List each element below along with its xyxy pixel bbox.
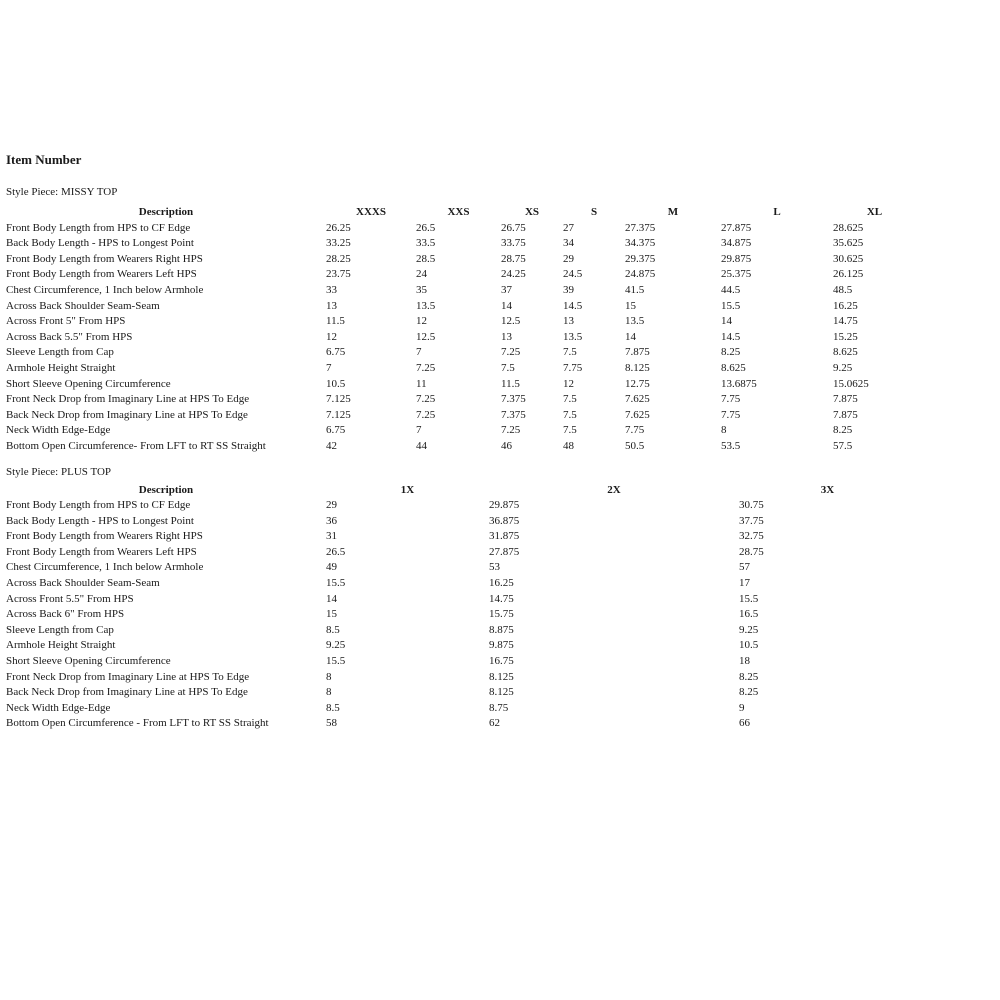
measurement-value: 8.5 [326,701,340,714]
measurement-value: 50.5 [625,439,645,452]
measurement-value: 53.5 [721,439,741,452]
measurement-label: Front Body Length from Wearers Left HPS [6,268,197,281]
measurement-value: 7.75 [721,393,741,406]
measurement-value: 34 [563,237,574,250]
measurement-label: Bottom Open Circumference - From LFT to RT SS Straight [6,717,269,730]
measurement-value: 7 [326,361,332,374]
measurement-value: 14.75 [489,592,514,605]
measurement-value: 49 [326,561,337,574]
measurement-label: Back Body Length - HPS to Longest Point [6,514,194,527]
measurement-value: 6.75 [326,346,346,359]
measurement-value: 16.75 [489,655,514,668]
measurement-value: 15.5 [326,577,346,590]
measurement-value: 8.875 [489,623,514,636]
measurement-value: 15.25 [833,330,858,343]
measurement-value: 15 [326,608,337,621]
measurement-value: 7 [416,424,422,437]
measurement-value: 7.25 [501,346,521,359]
measurement-value: 8.125 [489,670,514,683]
measurement-label: Chest Circumference, 1 Inch below Armhole [6,283,204,296]
measurement-value: 10.5 [739,639,759,652]
measurement-label: Armhole Height Straight [6,639,116,652]
measurement-value: 8.25 [739,686,759,699]
table-row [6,236,916,252]
measurement-label: Armhole Height Straight [6,361,116,374]
measurement-value: 8 [326,670,332,683]
measurement-value: 7.625 [625,408,650,421]
measurement-value: 8.25 [739,670,759,683]
measurement-value: 30.625 [833,252,864,265]
table-row [6,654,916,670]
measurement-value: 27.875 [721,221,752,234]
measurement-value: 27.375 [625,221,656,234]
table-row [6,529,916,545]
measurement-value: 57.5 [833,439,853,452]
measurement-label: Short Sleeve Opening Circumference [6,377,171,390]
plus-size-table [6,483,916,733]
size-header: 3X [820,483,835,496]
measurement-value: 18 [739,655,750,668]
measurement-value: 44.5 [721,283,741,296]
measurement-label: Short Sleeve Opening Circumference [6,655,171,668]
plus-header-row [6,483,916,499]
measurement-value: 15.75 [489,608,514,621]
missy-style-piece: Style Piece: MISSY TOP [6,186,118,198]
table-row [6,638,916,654]
measurement-value: 14 [326,592,337,605]
measurement-label: Neck Width Edge-Edge [6,424,111,437]
description-header: Description [138,206,194,218]
measurement-label: Across Back Shoulder Seam-Seam [6,577,160,590]
measurement-value: 8.5 [326,623,340,636]
measurement-value: 66 [739,717,750,730]
measurement-value: 27 [563,221,574,234]
measurement-value: 8.625 [721,361,746,374]
measurement-value: 14 [501,299,512,312]
measurement-value: 7.5 [563,424,577,437]
item-number-heading: Item Number [6,152,82,167]
measurement-value: 7.125 [326,393,351,406]
measurement-value: 48 [563,439,574,452]
measurement-value: 46 [501,439,512,452]
measurement-value: 8.125 [625,361,650,374]
measurement-value: 8 [721,424,727,437]
measurement-value: 37.75 [739,514,764,527]
table-row [6,576,916,592]
measurement-value: 8.75 [489,701,509,714]
measurement-value: 35.625 [833,237,864,250]
size-header: S [590,206,598,218]
table-row [6,345,916,361]
measurement-label: Front Neck Drop from Imaginary Line at HPS To Edge [6,670,250,683]
measurement-value: 27.875 [489,545,520,558]
measurement-value: 13.5 [625,315,645,328]
measurement-value: 7.25 [501,424,521,437]
measurement-value: 7.25 [416,408,436,421]
measurement-value: 26.75 [501,221,526,234]
measurement-value: 31 [326,530,337,543]
size-header: 2X [607,483,621,496]
measurement-value: 24 [416,268,427,281]
measurement-value: 7.75 [625,424,645,437]
table-row [6,685,916,701]
measurement-value: 39 [563,283,574,296]
measurement-value: 26.25 [326,221,351,234]
measurement-label: Across Back Shoulder Seam-Seam [6,299,160,312]
table-row [6,252,916,268]
table-row [6,377,916,393]
measurement-value: 34.875 [721,237,752,250]
measurement-value: 48.5 [833,283,853,296]
measurement-label: Sleeve Length from Cap [6,623,114,636]
measurement-value: 7.75 [563,361,583,374]
measurement-value: 8 [326,686,332,699]
measurement-value: 12 [563,377,574,390]
measurement-value: 6.75 [326,424,346,437]
measurement-value: 7.375 [501,408,526,421]
measurement-value: 9.25 [739,623,759,636]
size-header: XXXS [356,206,386,218]
spec-sheet [6,150,996,732]
measurement-value: 28.25 [326,252,351,265]
measurement-value: 33.25 [326,237,351,250]
measurement-value: 12.5 [416,330,436,343]
measurement-value: 57 [739,561,750,574]
measurement-value: 7.125 [326,408,351,421]
table-row [6,592,916,608]
plus-table-body [6,498,916,732]
size-header: M [667,206,679,218]
measurement-value: 13 [501,330,512,343]
measurement-value: 31.875 [489,530,520,543]
measurement-label: Back Neck Drop from Imaginary Line at HPS To Edge [6,686,248,699]
measurement-value: 15 [625,299,636,312]
measurement-value: 16.5 [739,608,759,621]
measurement-value: 9.25 [326,639,346,652]
description-header: Description [138,483,194,496]
table-row [6,514,916,530]
measurement-value: 14 [625,330,636,343]
measurement-value: 9.875 [489,639,514,652]
missy-header-row [6,205,916,221]
measurement-label: Chest Circumference, 1 Inch below Armhole [6,561,204,574]
size-header: 1X [400,483,415,496]
measurement-value: 11 [416,377,427,390]
measurement-value: 15.5 [739,592,759,605]
measurement-label: Across Front 5" From HPS [6,315,126,328]
measurement-label: Front Body Length from Wearers Right HPS [6,252,203,265]
measurement-label: Neck Width Edge-Edge [6,701,111,714]
measurement-value: 7.875 [833,408,858,421]
measurement-value: 29.875 [489,499,520,512]
measurement-value: 8.25 [833,424,853,437]
missy-table-body [6,221,916,455]
measurement-value: 9.25 [833,361,853,374]
measurement-value: 58 [326,717,337,730]
measurement-value: 9 [739,701,745,714]
measurement-label: Across Back 6" From HPS [6,608,125,621]
size-header: XXS [447,206,470,218]
table-row [6,283,916,299]
table-row [6,545,916,561]
measurement-value: 14 [721,315,732,328]
measurement-value: 29 [326,499,337,512]
measurement-value: 13.5 [416,299,436,312]
measurement-value: 12 [326,330,337,343]
measurement-value: 36 [326,514,337,527]
measurement-value: 12.75 [625,377,650,390]
measurement-value: 24.25 [501,268,526,281]
measurement-value: 29.875 [721,252,752,265]
measurement-value: 7.25 [416,361,436,374]
measurement-value: 16.25 [489,577,514,590]
measurement-value: 7.25 [416,393,436,406]
measurement-value: 14.5 [563,299,583,312]
measurement-value: 16.25 [833,299,858,312]
measurement-value: 7.75 [721,408,741,421]
measurement-value: 30.75 [739,499,764,512]
measurement-value: 62 [489,717,500,730]
table-row [6,221,916,237]
measurement-value: 7 [416,346,422,359]
measurement-value: 29 [563,252,574,265]
measurement-value: 12 [416,315,427,328]
measurement-label: Across Back 5.5" From HPS [6,330,133,343]
table-row [6,701,916,717]
measurement-value: 37 [501,283,512,296]
measurement-value: 28.75 [739,545,764,558]
measurement-value: 10.5 [326,377,346,390]
measurement-value: 28.75 [501,252,526,265]
measurement-value: 7.375 [501,393,526,406]
measurement-value: 53 [489,561,500,574]
measurement-value: 13 [326,299,337,312]
table-row [6,439,916,455]
table-row [6,623,916,639]
measurement-label: Across Front 5.5" From HPS [6,592,134,605]
measurement-value: 15.0625 [833,377,869,390]
measurement-value: 26.125 [833,268,864,281]
measurement-label: Front Body Length from Wearers Left HPS [6,545,197,558]
measurement-value: 15.5 [721,299,741,312]
table-row [6,423,916,439]
measurement-value: 44 [416,439,427,452]
measurement-value: 12.5 [501,315,521,328]
measurement-value: 35 [416,283,427,296]
measurement-value: 42 [326,439,337,452]
measurement-label: Front Body Length from HPS to CF Edge [6,221,191,234]
measurement-value: 25.375 [721,268,752,281]
measurement-value: 13 [563,315,574,328]
measurement-label: Sleeve Length from Cap [6,346,114,359]
measurement-value: 29.375 [625,252,656,265]
missy-size-table [6,205,916,455]
measurement-value: 13.6875 [721,377,757,390]
size-header: XS [524,206,540,218]
measurement-value: 13.5 [563,330,583,343]
measurement-value: 33.5 [416,237,436,250]
table-row [6,361,916,377]
table-row [6,330,916,346]
measurement-value: 26.5 [416,221,436,234]
table-row [6,392,916,408]
measurement-value: 33 [326,283,337,296]
table-row [6,267,916,283]
measurement-value: 7.5 [501,361,515,374]
measurement-value: 8.125 [489,686,514,699]
measurement-label: Front Body Length from Wearers Right HPS [6,530,203,543]
measurement-value: 14.5 [721,330,741,343]
measurement-value: 7.625 [625,393,650,406]
measurement-value: 24.875 [625,268,656,281]
measurement-value: 33.75 [501,237,526,250]
measurement-value: 7.5 [563,393,577,406]
measurement-value: 26.5 [326,545,346,558]
measurement-value: 23.75 [326,268,351,281]
measurement-value: 8.25 [721,346,741,359]
measurement-value: 28.5 [416,252,436,265]
measurement-value: 15.5 [326,655,346,668]
measurement-label: Back Neck Drop from Imaginary Line at HPS To Edge [6,408,248,421]
measurement-label: Front Neck Drop from Imaginary Line at HPS To Edge [6,393,250,406]
measurement-value: 14.75 [833,315,858,328]
measurement-label: Back Body Length - HPS to Longest Point [6,237,194,250]
table-row [6,607,916,623]
measurement-value: 36.875 [489,514,520,527]
measurement-value: 24.5 [563,268,583,281]
measurement-label: Front Body Length from HPS to CF Edge [6,499,191,512]
table-row [6,408,916,424]
measurement-value: 11.5 [326,315,345,328]
measurement-value: 8.625 [833,346,858,359]
measurement-label: Bottom Open Circumference- From LFT to RT SS Straight [6,439,266,452]
table-row [6,498,916,514]
measurement-value: 32.75 [739,530,764,543]
measurement-value: 41.5 [625,283,645,296]
measurement-value: 7.5 [563,408,577,421]
table-row [6,299,916,315]
measurement-value: 11.5 [501,377,520,390]
table-row [6,670,916,686]
measurement-value: 7.5 [563,346,577,359]
measurement-value: 7.875 [625,346,650,359]
table-row [6,314,916,330]
size-header: XL [866,206,883,218]
plus-style-piece: Style Piece: PLUS TOP [6,465,112,478]
measurement-value: 28.625 [833,221,864,234]
table-row [6,716,916,732]
table-row [6,560,916,576]
measurement-value: 34.375 [625,237,656,250]
size-header: L [773,206,781,218]
measurement-value: 17 [739,577,750,590]
measurement-value: 7.875 [833,393,858,406]
